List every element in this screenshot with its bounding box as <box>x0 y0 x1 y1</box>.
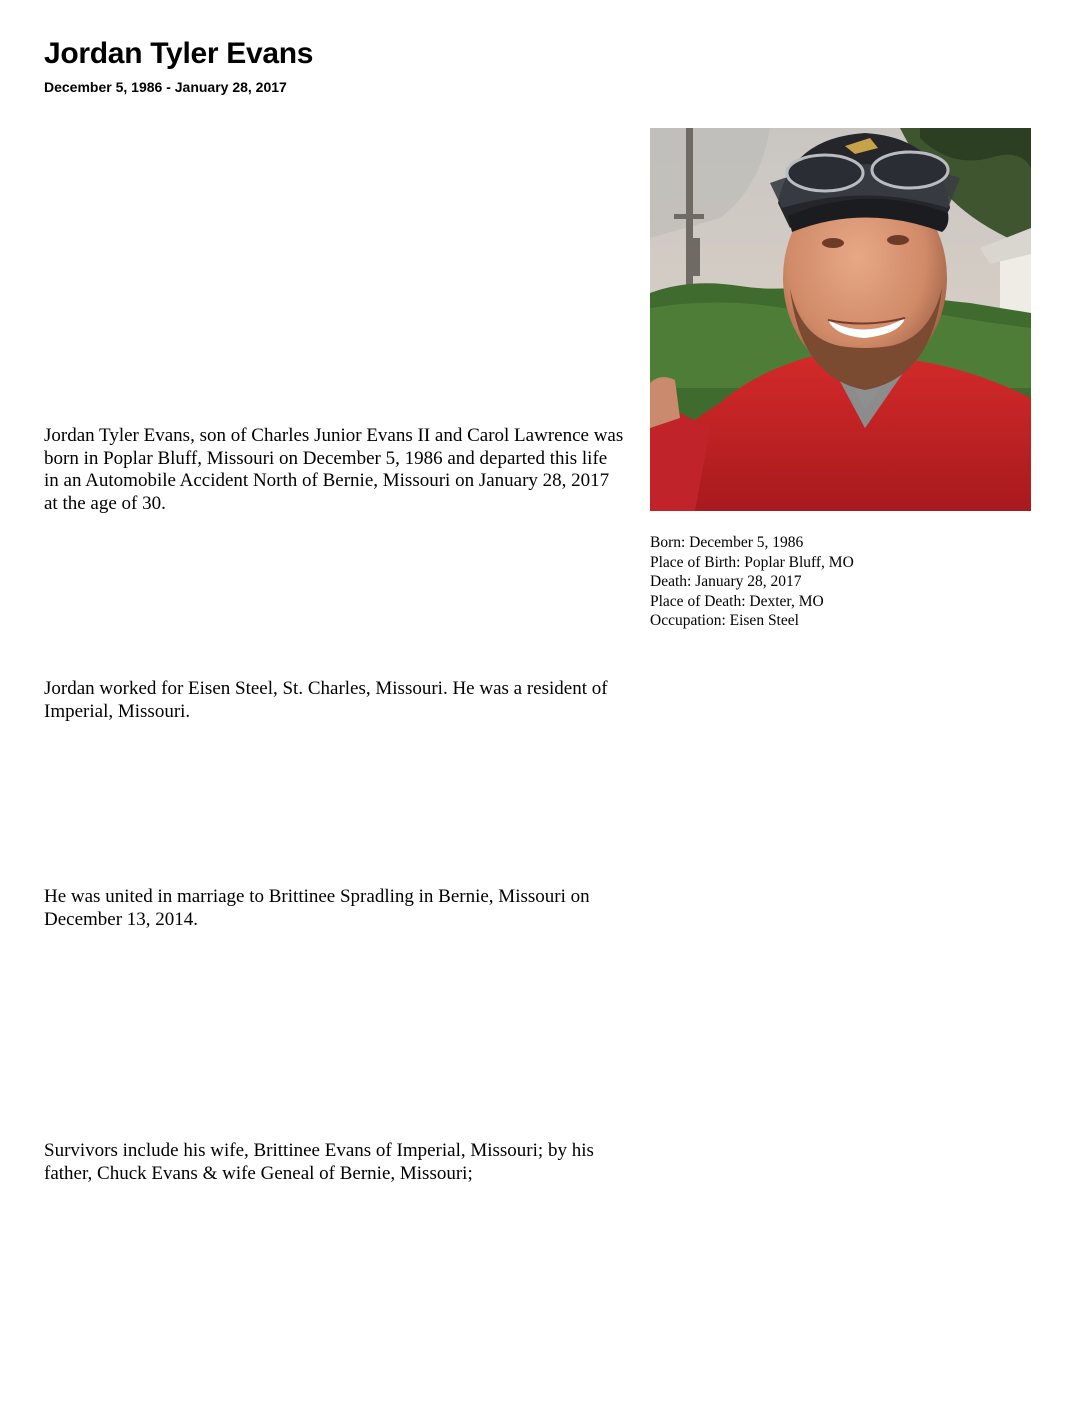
page-title: Jordan Tyler Evans <box>44 37 314 70</box>
portrait-photo <box>650 128 1031 511</box>
fact-death: Death: January 28, 2017 <box>650 573 802 590</box>
obituary-paragraph-work: Jordan worked for Eisen Steel, St. Charles, Missouri. He was a resident of Imperial, Missouri. <box>44 678 608 722</box>
obituary-paragraph-survivors: Survivors include his wife, Brittinee Evans of Imperial, Missouri; by his father, Chuck Evans & wife Geneal of Bernie, Missouri; <box>44 1140 594 1184</box>
fact-place-of-death: Place of Death: Dexter, MO <box>650 592 824 610</box>
fact-place-of-birth: Place of Birth: Poplar Bluff, MO <box>650 553 854 571</box>
fact-list <box>650 533 1030 631</box>
fact-born: Born: December 5, 1986 <box>650 534 804 551</box>
obituary-paragraph-marriage: He was united in marriage to Brittinee Spradling in Bernie, Missouri on December 13, 2014. <box>44 886 590 930</box>
fact-occupation: Occupation: Eisen Steel <box>650 612 799 629</box>
obituary-paragraph-birth: Jordan Tyler Evans, son of Charles Junior Evans II and Carol Lawrence was born in Poplar Bluff, Missouri on December 5, 1986 and departed this life in an Automobile Accident North of Bernie, Missouri on January 28, 2017 at the age of 30. <box>44 425 624 514</box>
life-dates: December 5, 1986 - January 28, 2017 <box>44 79 287 95</box>
